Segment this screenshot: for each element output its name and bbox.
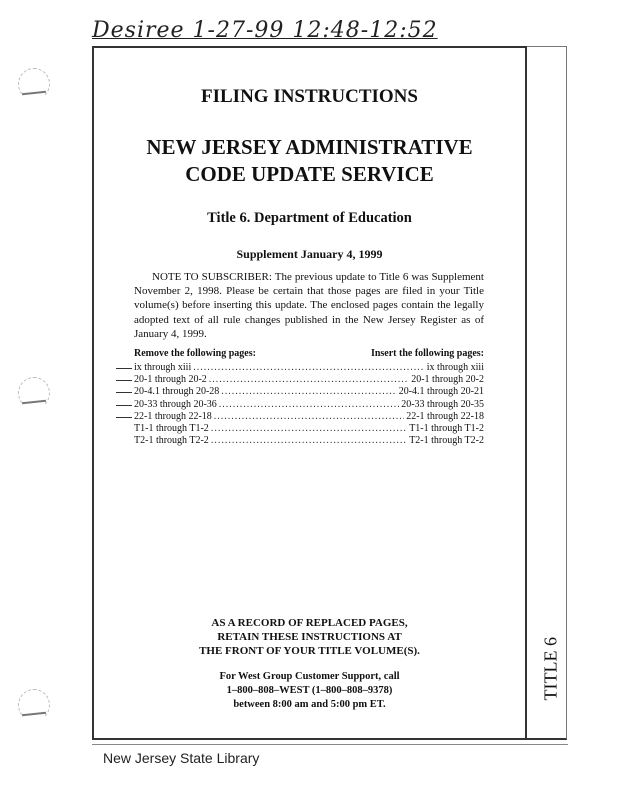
- filing-instructions-heading: FILING INSTRUCTIONS: [201, 86, 418, 107]
- insert-pages: 20-1 through 20-2: [411, 374, 484, 386]
- support-line: For West Group Customer Support, call: [219, 671, 400, 682]
- record-notice-line: AS A RECORD OF REPLACED PAGES,: [211, 617, 408, 629]
- punch-hole-top: [18, 68, 50, 100]
- tab-rail: [527, 46, 567, 740]
- supplement-date: Supplement January 4, 1999: [236, 247, 383, 261]
- handwritten-annotation: Desiree 1-27-99 12:48-12:52: [92, 18, 438, 43]
- handwritten-check-marks: [112, 362, 134, 423]
- pages-list-header: [134, 348, 484, 359]
- remove-pages: T1-1 through T1-2: [134, 423, 209, 435]
- pages-row: [134, 435, 484, 447]
- pages-row: [134, 423, 484, 435]
- remove-pages: 20-33 through 20-36: [134, 398, 217, 410]
- remove-pages: 22-1 through 22-18: [134, 410, 212, 422]
- punch-hole-bottom: [18, 689, 50, 721]
- check-mark: [112, 399, 134, 411]
- bottom-rule: [92, 744, 568, 745]
- subscriber-note: NOTE TO SUBSCRIBER: The previous update to Title 6 was Supplement November 2, 1998. Please be certain that those pages are filed in your Title volume(s) before inserting this update. The enclosed pages contain the legally adopted text of all rule changes published in the New Jersey Register as of January 4, 1999.: [134, 271, 484, 340]
- remove-pages: 20-4.1 through 20-28: [134, 386, 220, 398]
- record-notice-line: RETAIN THESE INSTRUCTIONS AT: [217, 631, 402, 643]
- leader-dots: [219, 399, 399, 411]
- remove-pages: T2-1 through T2-2: [134, 435, 209, 447]
- title-tab-label: TITLE 6: [540, 637, 561, 701]
- leader-dots: [214, 411, 404, 423]
- record-notice: [92, 616, 527, 658]
- support-phone: 1–800–808–WEST (1–800–808–9378): [226, 685, 393, 696]
- remove-column-header: Remove the following pages:: [134, 348, 256, 359]
- insert-pages: 22-1 through 22-18: [406, 410, 484, 422]
- code-title-heading: [92, 134, 527, 188]
- check-mark: [112, 386, 134, 398]
- check-mark: [112, 362, 134, 374]
- check-mark: [112, 411, 134, 423]
- remove-pages: ix through xiii: [134, 362, 192, 373]
- leader-dots: [211, 435, 407, 447]
- check-mark: [112, 374, 134, 386]
- pages-row: [134, 386, 484, 398]
- pages-list: [134, 362, 484, 447]
- leader-dots: [209, 374, 409, 386]
- punch-hole-middle: [18, 377, 50, 409]
- leader-dots: [211, 423, 407, 435]
- record-notice-line: THE FRONT OF YOUR TITLE VOLUME(S).: [199, 645, 420, 657]
- insert-pages: 20-33 through 20-35: [401, 398, 484, 410]
- customer-support-notice: [92, 670, 527, 712]
- insert-pages: ix through xiii: [426, 362, 484, 373]
- insert-pages: T1-1 through T1-2: [409, 423, 484, 435]
- pages-row: [134, 411, 484, 423]
- leader-dots: [193, 362, 425, 374]
- insert-column-header: Insert the following pages:: [370, 348, 484, 359]
- insert-pages: 20-4.1 through 20-21: [398, 386, 484, 398]
- title-name: Title 6. Department of Education: [207, 210, 412, 226]
- remove-pages: 20-1 through 20-2: [134, 374, 207, 386]
- support-hours: between 8:00 am and 5:00 pm ET.: [233, 699, 386, 710]
- pages-row: [134, 374, 484, 386]
- library-stamp: New Jersey State Library: [103, 750, 260, 766]
- leader-dots: [221, 386, 396, 398]
- pages-row: [134, 399, 484, 411]
- pages-row: [134, 362, 484, 374]
- code-title-text: NEW JERSEY ADMINISTRATIVE CODE UPDATE SERVICE: [146, 135, 473, 186]
- insert-pages: T2-1 through T2-2: [409, 435, 484, 447]
